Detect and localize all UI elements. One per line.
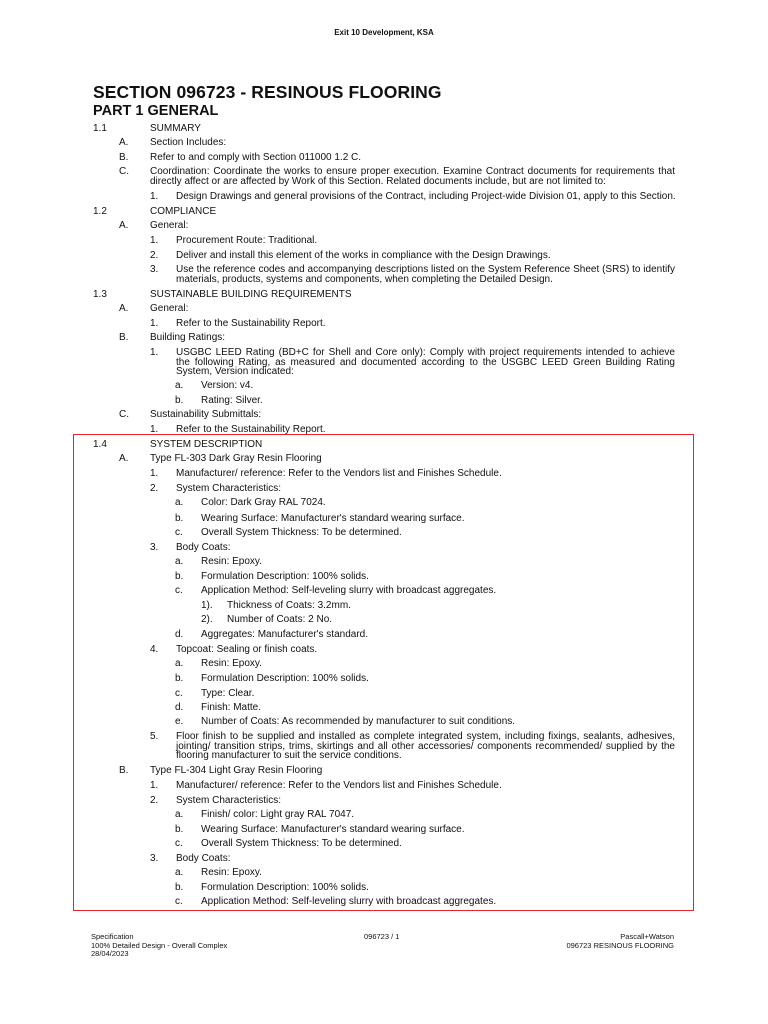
item-number: b. <box>175 571 184 582</box>
item-text: Wearing Surface: Manufacturer's standard wearing surface. <box>201 513 465 524</box>
item-text-line: jointing/ transition strips, trims, skirtings and all other accessories/ components recommended/ supplied by the <box>176 740 675 752</box>
item-text: General: <box>150 220 189 231</box>
item-number: 1. <box>150 318 159 329</box>
item-text: General: <box>150 303 189 314</box>
footer-left-line: Specification <box>91 932 134 941</box>
item-number: 1.2 <box>93 206 107 217</box>
item-text: Resin: Epoxy. <box>201 658 262 669</box>
item-text: Wearing Surface: Manufacturer's standard wearing surface. <box>201 824 465 835</box>
item-text: COMPLIANCE <box>150 206 217 217</box>
item-text: Formulation Description: 100% solids. <box>201 882 369 893</box>
item-number: 3. <box>150 264 159 275</box>
item-text: Resin: Epoxy. <box>201 867 262 878</box>
item-text: Overall System Thickness: To be determined. <box>201 838 402 849</box>
item-number: b. <box>175 882 184 893</box>
item-text: Type: Clear. <box>201 688 255 699</box>
footer-right-line: 096723 RESINOUS FLOORING <box>566 940 674 950</box>
item-number: a. <box>175 809 184 820</box>
item-text: Type FL-303 Dark Gray Resin Flooring <box>150 453 322 464</box>
item-number: a. <box>175 380 184 391</box>
item-number: 2. <box>150 795 159 806</box>
item-text: Topcoat: Sealing or finish coats. <box>176 644 318 655</box>
item-text: Overall System Thickness: To be determined. <box>201 527 402 538</box>
item-text: Manufacturer/ reference: Refer to the Vendors list and Finishes Schedule. <box>176 780 502 791</box>
item-text: Section Includes: <box>150 137 227 148</box>
item-text: Finish/ color: Light gray RAL 7047. <box>201 809 355 820</box>
item-number: 5. <box>150 731 159 742</box>
item-number: d. <box>175 629 184 640</box>
item-text: Building Ratings: <box>150 332 226 343</box>
item-number: d. <box>175 702 184 713</box>
item-text: Refer to and comply with Section 011000 1.2 C. <box>150 152 362 163</box>
item-text: Application Method: Self-leveling slurry with broadcast aggregates. <box>201 585 497 596</box>
item-number: c. <box>175 838 183 849</box>
item-number: A. <box>119 453 129 464</box>
item-number: A. <box>119 137 129 148</box>
item-number: 1.3 <box>93 289 107 300</box>
item-number: 2. <box>150 250 159 261</box>
item-text: Application Method: Self-leveling slurry with broadcast aggregates. <box>201 896 497 907</box>
item-text: Thickness of Coats: 3.2mm. <box>227 600 351 611</box>
item-text: Aggregates: Manufacturer's standard. <box>201 629 369 640</box>
page-header: Exit 10 Development, KSA <box>334 28 434 37</box>
item-text: System Characteristics: <box>176 483 282 494</box>
item-number: 1. <box>150 191 159 202</box>
item-number: A. <box>119 220 129 231</box>
item-number: c. <box>175 585 183 596</box>
item-number: 1.4 <box>93 439 107 450</box>
footer-left <box>91 933 227 959</box>
item-text: Color: Dark Gray RAL 7024. <box>201 497 326 508</box>
item-number: 2). <box>201 614 213 625</box>
item-text-line: the following Rating, as measured and documented according to the USGBC LEED Green Building Rating <box>176 356 675 368</box>
part-title: PART 1 GENERAL <box>93 103 219 119</box>
item-number: B. <box>119 332 129 343</box>
item-number: b. <box>175 824 184 835</box>
item-text <box>176 348 675 377</box>
item-text: Design Drawings and general provisions of the Contract, including Project-wide Division 01, apply to this Section. <box>176 191 676 202</box>
item-text: Formulation Description: 100% solids. <box>201 571 369 582</box>
item-text: Refer to the Sustainability Report. <box>176 424 326 435</box>
item-number: 1.1 <box>93 123 107 134</box>
item-number: a. <box>175 497 184 508</box>
footer-page-number: 096723 / 1 <box>364 932 400 941</box>
item-number: a. <box>175 658 184 669</box>
item-text: Manufacturer/ reference: Refer to the Vendors list and Finishes Schedule. <box>176 468 502 479</box>
item-number: b. <box>175 673 184 684</box>
item-number: C. <box>119 166 129 177</box>
item-text: SUSTAINABLE BUILDING REQUIREMENTS <box>150 289 352 300</box>
item-text-line: USGBC LEED Rating (BD+C for Shell and Core only): Comply with project requirements intended to achieve <box>176 347 675 358</box>
footer-left-line: 100% Detailed Design - Overall Complex <box>91 940 228 950</box>
item-text <box>150 167 675 186</box>
item-number: B. <box>119 152 129 163</box>
item-number: B. <box>119 765 129 776</box>
item-number: a. <box>175 867 184 878</box>
item-number: c. <box>175 527 183 538</box>
item-text: SUMMARY <box>150 123 201 134</box>
item-text: Resin: Epoxy. <box>201 556 262 567</box>
item-number: c. <box>175 688 183 699</box>
item-number: 2. <box>150 483 159 494</box>
item-text <box>176 265 675 284</box>
item-number: 1. <box>150 235 159 246</box>
highlight-box <box>73 434 694 911</box>
item-text: Rating: Silver. <box>201 395 263 406</box>
item-number: 1. <box>150 780 159 791</box>
item-text-line: Coordination: Coordinate the works to ensure proper execution. Examine Contract documents for requirements that <box>150 166 675 177</box>
item-number: 1). <box>201 600 213 611</box>
item-text: Type FL-304 Light Gray Resin Flooring <box>150 765 323 776</box>
item-number: b. <box>175 513 184 524</box>
item-text-line: Use the reference codes and accompanying descriptions listed on the System Reference Sheet (SRS) to identify <box>176 264 675 275</box>
item-number: A. <box>119 303 129 314</box>
item-number: 1. <box>150 424 159 435</box>
item-number: 4. <box>150 644 159 655</box>
footer-right <box>566 933 674 950</box>
item-number: a. <box>175 556 184 567</box>
item-number: C. <box>119 409 129 420</box>
item-text: SYSTEM DESCRIPTION <box>150 439 263 450</box>
item-text: Number of Coats: As recommended by manufacturer to suit conditions. <box>201 716 516 727</box>
item-text: Deliver and install this element of the works in compliance with the Design Drawings. <box>176 250 551 261</box>
item-number: e. <box>175 716 184 727</box>
item-text: Finish: Matte. <box>201 702 262 713</box>
footer-right-line: Pascall+Watson <box>620 932 674 941</box>
item-text: Procurement Route: Traditional. <box>176 235 318 246</box>
item-text: Refer to the Sustainability Report. <box>176 318 326 329</box>
item-text-line: materials, products, systems and components, when completing the Detailed Design. <box>176 273 553 285</box>
item-text: Sustainability Submittals: <box>150 409 262 420</box>
item-text: Version: v4. <box>201 380 254 391</box>
item-number: b. <box>175 395 184 406</box>
item-text-line: Floor finish to be supplied and installed as complete integrated system, including fixings, sealants, adhesives, <box>176 731 675 742</box>
item-number: 3. <box>150 853 159 864</box>
item-text-line: directly affect or are affected by Work of this Section. Related documents include, but are not limited to: <box>150 175 606 187</box>
item-text: Formulation Description: 100% solids. <box>201 673 369 684</box>
item-text-line: flooring manufacturer to suit the service conditions. <box>176 750 402 761</box>
item-text: Number of Coats: 2 No. <box>227 614 333 625</box>
item-text: System Characteristics: <box>176 795 282 806</box>
item-number: c. <box>175 896 183 907</box>
item-text: Body Coats: <box>176 853 231 864</box>
item-number: 3. <box>150 542 159 553</box>
footer-left-line: 28/04/2023 <box>91 949 129 958</box>
item-number: 1. <box>150 347 159 358</box>
section-title: SECTION 096723 - RESINOUS FLOORING <box>93 82 442 102</box>
item-number: 1. <box>150 468 159 479</box>
item-text-line: System, Version indicated: <box>176 366 294 377</box>
item-text: Body Coats: <box>176 542 231 553</box>
